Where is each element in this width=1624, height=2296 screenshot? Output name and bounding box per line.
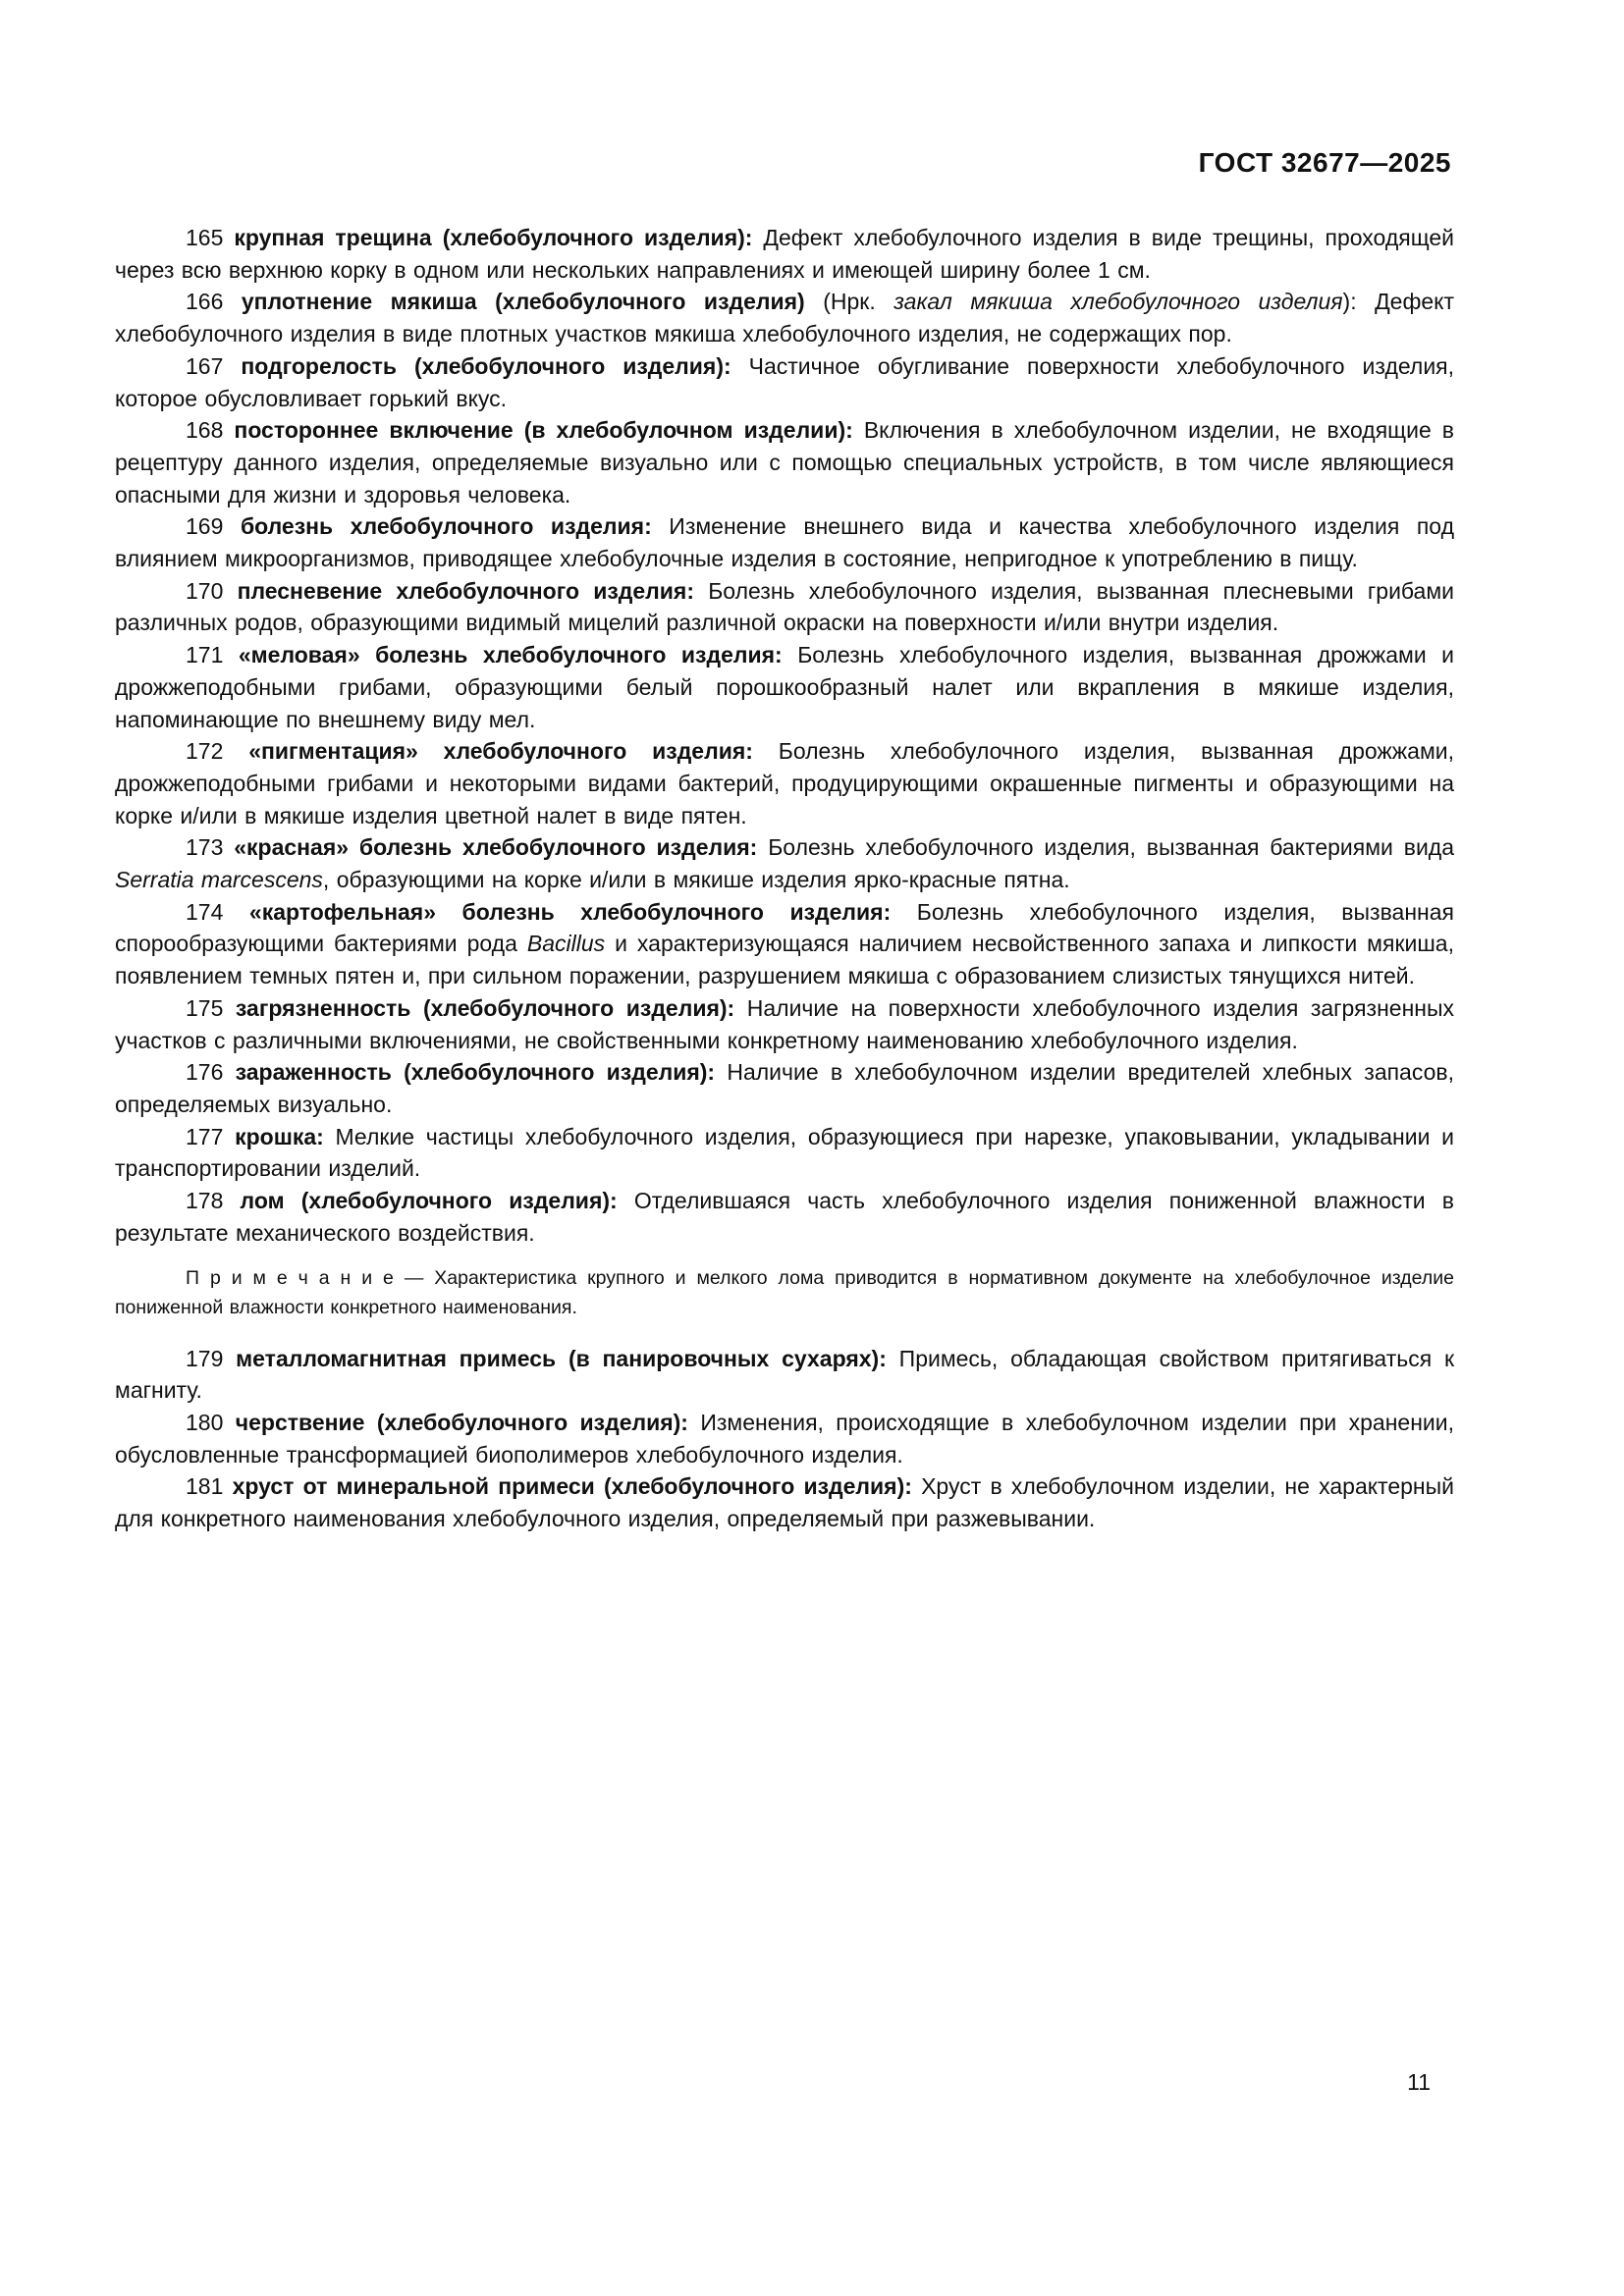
term-title: болезнь хлебобулочного изделия: bbox=[240, 513, 670, 540]
term-title: уплотнение мякиша (хлебобулочного изделия) bbox=[241, 289, 824, 315]
term-title: постороннее включение (в хлебобулочном изделии): bbox=[234, 417, 864, 444]
italic-term: Serratia marcescens bbox=[115, 867, 323, 893]
term-title: «пигментация» хлебобулочного изделия: bbox=[248, 738, 779, 765]
definition-text: Отделившаяся часть хлебобулочного изделия пониженной влажности в результате механического воздействия. bbox=[115, 1188, 1454, 1246]
term-title: металломагнитная примесь (в панировочных сухарях): bbox=[236, 1345, 899, 1371]
definition-text: 177 bbox=[186, 1123, 236, 1149]
term-title: «меловая» болезнь хлебобулочного изделия: bbox=[238, 642, 798, 668]
definition-text: 174 bbox=[186, 898, 249, 925]
definition-text: 166 bbox=[186, 289, 242, 315]
definition-text: 172 bbox=[186, 738, 249, 765]
definition-text: 175 bbox=[186, 994, 236, 1021]
terms-list bbox=[115, 222, 1454, 1535]
definition-text: Наличие на поверхности хлебобулочного изделия загрязненных участков с различными включениями, не свойственными конкретному наименованию хлебобулочного изделия. bbox=[115, 994, 1455, 1053]
definition-text: Болезнь хлебобулочного изделия, вызванная спорообразующими бактериями рода bbox=[115, 898, 1454, 957]
italic-term: закал мякиша хлебобулочного изделия bbox=[893, 289, 1343, 315]
term-title: крупная трещина (хлебобулочного изделия): bbox=[234, 225, 764, 250]
definition-text: и характеризующаяся наличием несвойственного запаха и липкости мякиша, появлением темных пятен и, при сильном поражении, разрушением мякиша с образованием слизистых тянущихся нитей. bbox=[115, 931, 1454, 989]
document-number-header: ГОСТ 32677—2025 bbox=[1198, 147, 1451, 178]
term-paragraph-181 bbox=[115, 1470, 1454, 1534]
definition-text: ): Дефект хлебобулочного изделия в виде плотных участков мякиша хлебобулочного изделия, не содержащих пор. bbox=[115, 289, 1455, 347]
definition-text: 171 bbox=[186, 642, 239, 668]
definition-text: Наличие в хлебобулочном изделии вредителей хлебных запасов, определяемых визуально. bbox=[115, 1059, 1455, 1117]
definition-text: 179 bbox=[186, 1345, 237, 1371]
definition-text: 170 bbox=[186, 577, 238, 604]
term-title: загрязненность (хлебобулочного изделия): bbox=[235, 994, 747, 1021]
note-paragraph bbox=[115, 1263, 1454, 1322]
term-title: подгорелость (хлебобулочного изделия): bbox=[241, 352, 749, 379]
definition-text: Болезнь хлебобулочного изделия, вызванная плесневыми грибами различных родов, образующими видимый мицелий различной окраски на поверхности и/или внутри изделия. bbox=[115, 577, 1455, 636]
term-paragraph-174 bbox=[115, 896, 1454, 992]
page-number: 11 bbox=[1407, 2069, 1431, 2095]
italic-term: Bacillus bbox=[526, 931, 606, 957]
term-paragraph-170 bbox=[115, 575, 1454, 639]
term-title: черствение (хлебобулочного изделия): bbox=[235, 1409, 701, 1435]
term-title: хруст от минеральной примеси (хлебобулочного изделия): bbox=[232, 1473, 922, 1500]
definition-text: Болезнь хлебобулочного изделия, вызванная бактериями вида bbox=[768, 834, 1454, 861]
term-paragraph-167 bbox=[115, 350, 1454, 414]
term-title: «красная» болезнь хлебобулочного изделия: bbox=[234, 834, 769, 861]
term-paragraph-177 bbox=[115, 1121, 1454, 1185]
definition-text: Включения в хлебобулочном изделии, не входящие в рецептуру данного изделия, определяемые визуально или с помощью специальных устройств, в том числе являющиеся опасными для жизни и здоровья человека. bbox=[115, 417, 1454, 507]
term-paragraph-180 bbox=[115, 1407, 1454, 1470]
definition-text: П р и м е ч а н и е — Характеристика крупного и мелкого лома приводится в нормативном документе на хлебобулочное изделие пониженной влажности конкретного наименования. bbox=[115, 1266, 1454, 1318]
definition-text: Примесь, обладающая свойством притягиваться к магниту. bbox=[115, 1345, 1455, 1404]
definition-text: 178 bbox=[186, 1188, 241, 1214]
term-title: зараженность (хлебобулочного изделия): bbox=[235, 1059, 728, 1086]
definition-text: 181 bbox=[186, 1473, 233, 1500]
term-paragraph-179 bbox=[115, 1343, 1454, 1407]
definition-text: 168 bbox=[186, 417, 235, 444]
term-paragraph-172 bbox=[115, 735, 1454, 831]
definition-text: 176 bbox=[186, 1059, 236, 1086]
term-paragraph-175 bbox=[115, 992, 1454, 1056]
definition-text: 169 bbox=[186, 513, 241, 540]
definition-text: Болезнь хлебобулочного изделия, вызванная дрожжами, дрожжеподобными грибами и некоторыми видами бактерий, продуцирующими окрашенные пигменты и образующими на корке и/или в мякише изделия цветной налет в виде пятен. bbox=[115, 738, 1455, 828]
definition-text: (Нрк. bbox=[823, 289, 894, 315]
definition-text: 165 bbox=[186, 225, 235, 250]
definition-text: 167 bbox=[186, 352, 242, 379]
term-paragraph-169 bbox=[115, 510, 1454, 574]
definition-text: , образующими на корке и/или в мякише изделия ярко-красные пятна. bbox=[322, 867, 1070, 893]
term-title: крошка: bbox=[235, 1123, 336, 1149]
definition-text: Изменение внешнего вида и качества хлебобулочного изделия под влиянием микроорганизмов, приводящее хлебобулочные изделия в состояние, непригодное к употреблению в пищу. bbox=[115, 513, 1454, 572]
definition-text: Болезнь хлебобулочного изделия, вызванная дрожжами и дрожжеподобными грибами, образующими белый порошкообразный налет или вкрапления в мякише изделия, напоминающие по внешнему виду мел. bbox=[115, 642, 1454, 732]
term-title: лом (хлебобулочного изделия): bbox=[240, 1188, 634, 1214]
term-paragraph-178 bbox=[115, 1185, 1454, 1249]
definition-text: Дефект хлебобулочного изделия в виде трещины, проходящей через всю верхнюю корку в одном или нескольких направлениях и имеющей ширину более 1 см. bbox=[115, 225, 1454, 283]
term-paragraph-166 bbox=[115, 286, 1454, 349]
term-paragraph-171 bbox=[115, 639, 1454, 735]
term-paragraph-165 bbox=[115, 222, 1454, 286]
definition-text: Мелкие частицы хлебобулочного изделия, образующиеся при нарезке, упаковывании, укладывании и транспортировании изделий. bbox=[115, 1123, 1454, 1182]
definition-text: 173 bbox=[186, 834, 235, 861]
definition-text: Частичное обугливание поверхности хлебобулочного изделия, которое обусловливает горький вкус. bbox=[115, 352, 1455, 411]
term-paragraph-176 bbox=[115, 1056, 1454, 1120]
term-paragraph-173 bbox=[115, 831, 1454, 895]
definition-text: 180 bbox=[186, 1409, 236, 1435]
definition-text: Изменения, происходящие в хлебобулочном изделии при хранении, обусловленные трансформацией биополимеров хлебобулочного изделия. bbox=[115, 1409, 1455, 1468]
term-paragraph-168 bbox=[115, 414, 1454, 510]
definition-text: Хруст в хлебобулочном изделии, не характерный для конкретного наименования хлебобулочного изделия, определяемый при разжевывании. bbox=[115, 1473, 1454, 1532]
term-title: плесневение хлебобулочного изделия: bbox=[237, 577, 709, 604]
term-title: «картофельная» болезнь хлебобулочного изделия: bbox=[248, 898, 917, 925]
